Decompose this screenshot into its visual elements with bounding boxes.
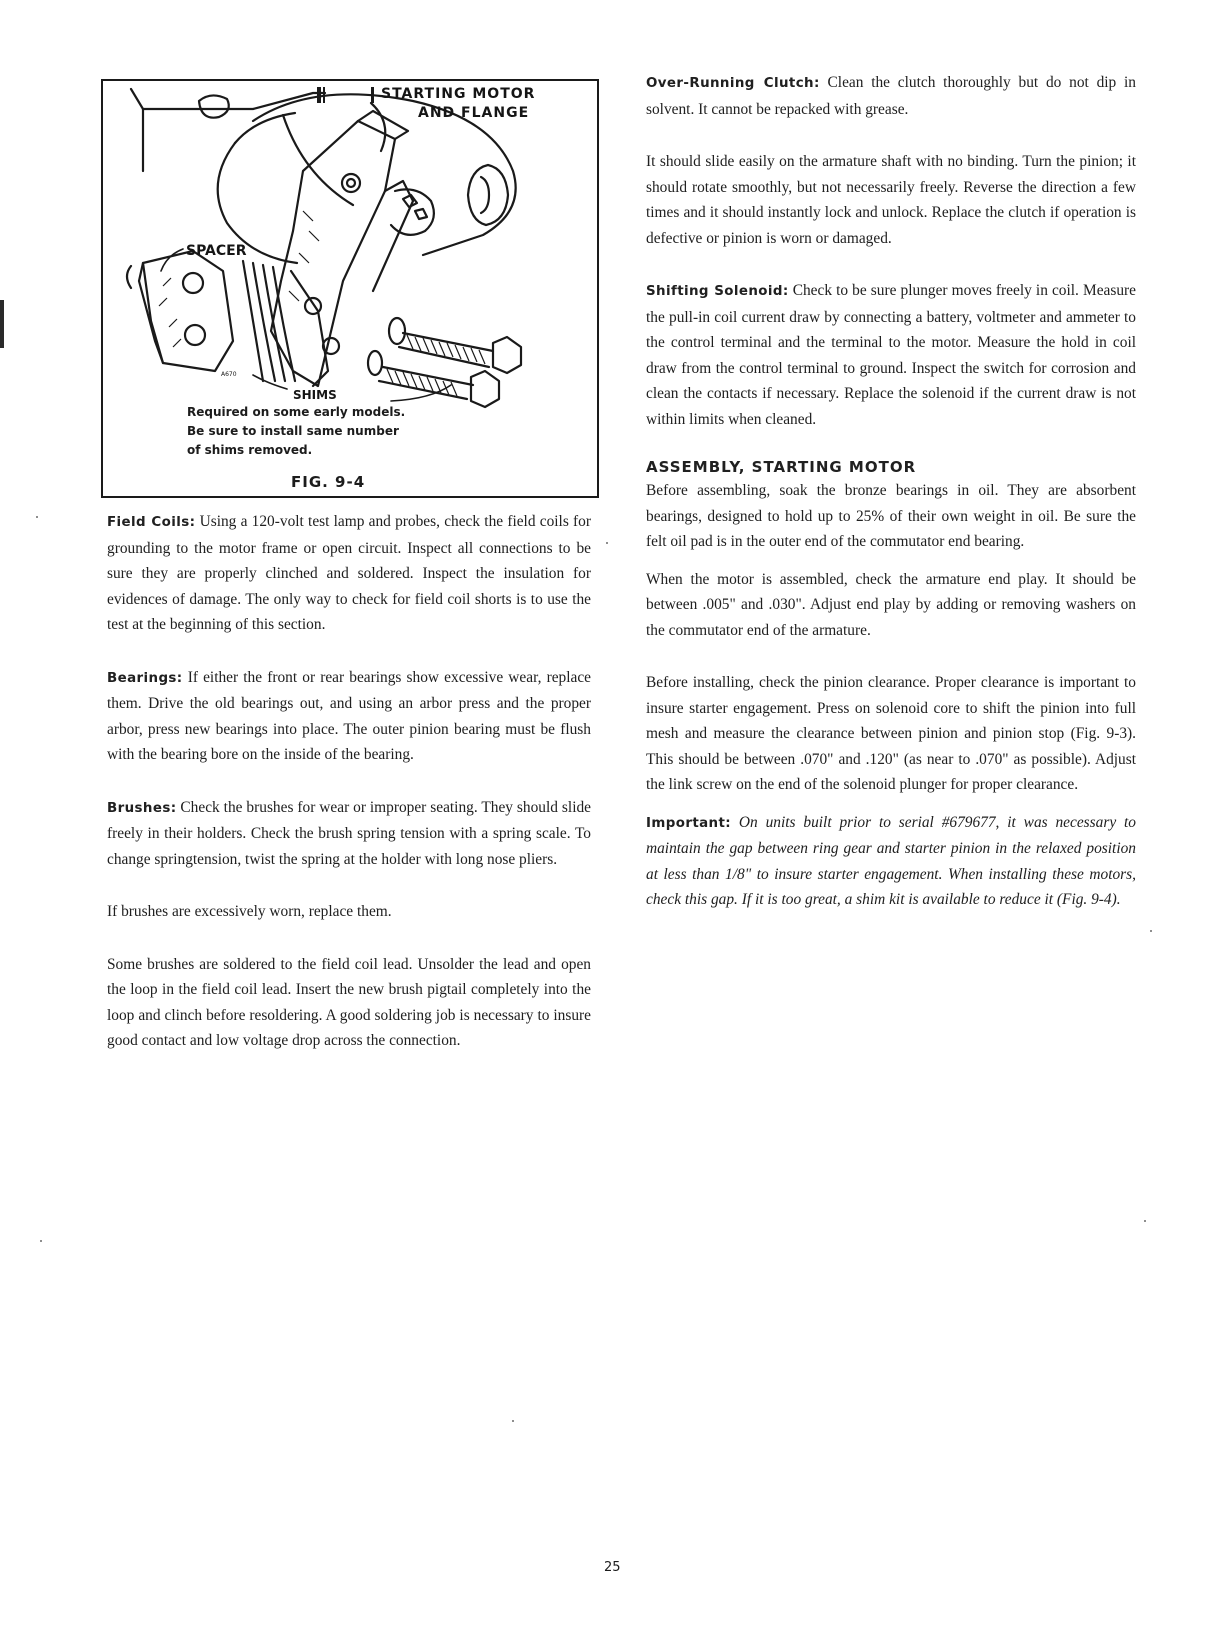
page-number: 25 xyxy=(604,1560,621,1575)
important-text: On units built prior to serial #679677, it was necessary to maintain the gap between ring gear and starter pinion in the relaxed position at less than 1/8" to insure starter engagement. When installing these motors, check this gap. If it is too great, a shim kit is available to reduce it (Fig. 9-4). xyxy=(646,813,1136,908)
solenoid-heading: Shifting Solenoid: xyxy=(646,284,789,299)
scan-speck xyxy=(1144,1220,1146,1222)
scan-speck xyxy=(1150,930,1152,932)
figure-note-line: Required on some early models. xyxy=(187,405,406,419)
solenoid-paragraph xyxy=(646,278,1136,432)
scan-edge-mark xyxy=(0,300,4,348)
solenoid-text: Check to be sure plunger moves freely in coil. Measure the pull-in coil current draw by connecting a battery, voltmeter and ammeter to the control terminal and the terminal to the motor. Measure the hold in coil draw from the control terminal to ground. Inspect the switch for corrosion and clean the contacts if necessary. Replace the solenoid if the current draw is not within limits when cleaned. xyxy=(646,282,1136,428)
brushes-soldered-paragraph: Some brushes are soldered to the field coil lead. Unsolder the lead and open the loop in the field coil lead. Insert the new brush pigtail completely into the loop and clinch before resoldering. A good soldering job is necessary to insure good contact and low voltage drop across the connection. xyxy=(107,955,591,1049)
figure-caption: FIG. 9-4 xyxy=(291,473,366,491)
scan-speck xyxy=(36,516,38,518)
pinion-clearance-paragraph: Before installing, check the pinion clearance. Proper clearance is important to insure starter engagement. Press on solenoid core to shift the pinion into full mesh and measure the clearance between pinion and pinion stop (Fig. 9-3). This should be between .070" and .120" (as near to .070" as possible). Adjust the link screw on the end of the solenoid plunger for proper clearance. xyxy=(646,674,1136,793)
clutch-paragraph xyxy=(646,70,1136,122)
clutch-slide-paragraph: It should slide easily on the armature shaft with no binding. Turn the pinion; it should rotate smoothly, but not necessarily freely. Reverse the direction a few times and it should instantly lock and unlock. Replace the clutch if operation is defective or pinion is worn or damaged. xyxy=(646,153,1136,247)
left-column xyxy=(107,509,591,1054)
bearings-text: If either the front or rear bearings show excessive wear, replace them. Drive the old bearings out, and using an arbor press and the proper arbor, press new bearings into place. The outer pinion bearing must be flush with the bearing bore on the inside of the bearing. xyxy=(107,668,591,763)
scan-speck xyxy=(512,1420,514,1422)
scan-speck xyxy=(606,542,608,544)
scan-speck xyxy=(40,1240,42,1242)
important-paragraph xyxy=(646,810,1136,913)
brushes-paragraph xyxy=(107,795,591,873)
brushes-heading: Brushes: xyxy=(107,800,177,816)
assembly-heading: ASSEMBLY, STARTING MOTOR xyxy=(646,458,917,476)
label-shims: SHIMS xyxy=(293,388,337,402)
label-part-code: A670 xyxy=(221,371,237,378)
end-play-paragraph: When the motor is assembled, check the armature end play. It should be between .005" and .030". Adjust end play by adding or removing washers on the commutator end of the armature. xyxy=(646,570,1136,639)
figure-note-line: Be sure to install same number xyxy=(187,424,399,438)
important-heading: Important: xyxy=(646,815,732,831)
right-column xyxy=(646,70,1136,913)
label-spacer: SPACER xyxy=(186,243,247,259)
field-coils-heading: Field Coils: xyxy=(107,515,196,530)
field-coils-paragraph xyxy=(107,509,591,638)
field-coils-text: Using a 120-volt test lamp and probes, check the field coils for grounding to the motor frame or open circuit. Inspect all connections to be sure they are properly clinched and soldered. Inspect the insulation for evidences of damage. The only way to check for field coil shorts is to use the test at the beginning of this section. xyxy=(107,513,591,633)
figure-note-line: of shims removed. xyxy=(187,443,313,457)
label-and-flange: AND FLANGE xyxy=(418,105,530,121)
bearings-heading: Bearings: xyxy=(107,670,183,686)
clutch-heading: Over-Running Clutch: xyxy=(646,76,820,91)
label-starting-motor: STARTING MOTOR xyxy=(381,86,536,102)
figure-note xyxy=(187,403,405,460)
brushes-text: Check the brushes for wear or improper seating. They should slide freely in their holders. Check the brush spring tension with a spring scale. To change springtension, twist the spring at the holder with long nose pliers. xyxy=(107,798,591,868)
figure-9-4 xyxy=(101,79,599,498)
assembly-paragraph: Before assembling, soak the bronze bearings in oil. They are absorbent bearings, designed to hold up to 25% of their own weight in oil. Be sure the felt oil pad is in the outer end of the commutator end bearing. xyxy=(646,482,1136,550)
brushes-worn-paragraph: If brushes are excessively worn, replace them. xyxy=(107,903,392,920)
bearings-paragraph xyxy=(107,665,591,768)
clutch-text: Clean the clutch thoroughly but do not dip in solvent. It cannot be repacked with grease. xyxy=(646,74,1136,118)
